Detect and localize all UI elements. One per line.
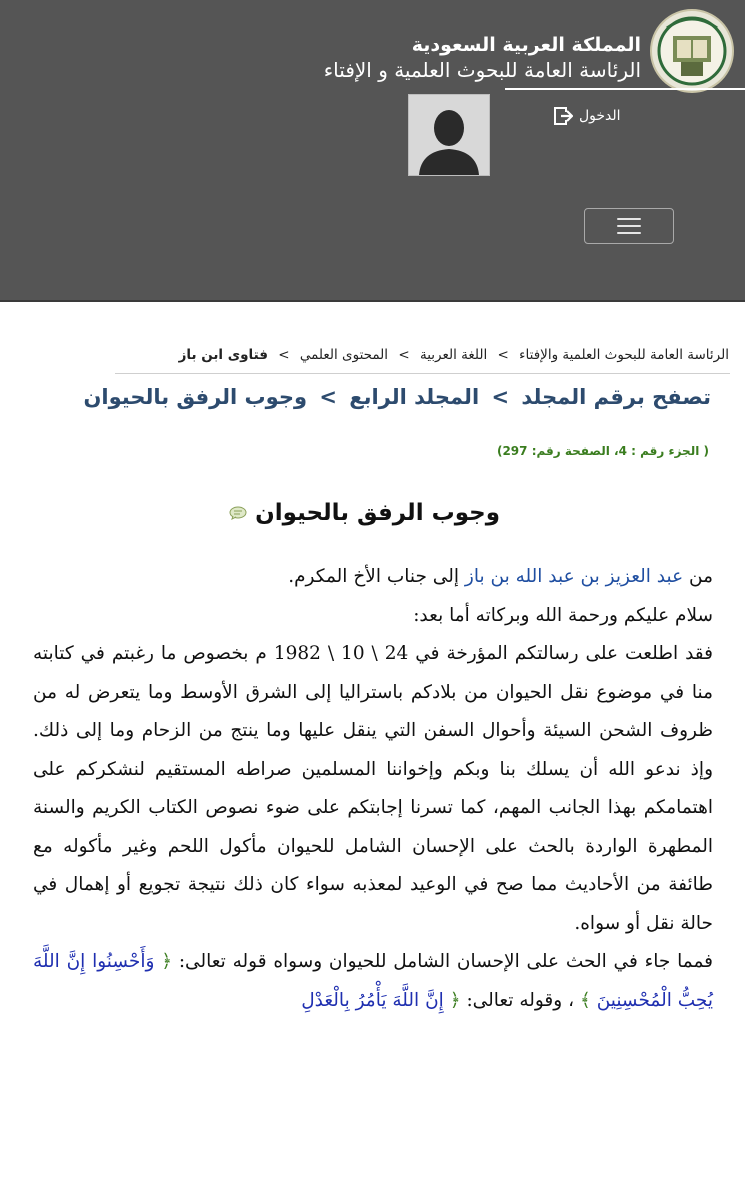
hamburger-bar-icon <box>617 218 641 220</box>
browse-path <box>83 381 711 413</box>
current-fatwa-title: وجوب الرفق بالحيوان <box>83 385 308 409</box>
login-link[interactable] <box>553 106 621 126</box>
site-header <box>0 0 745 302</box>
logo-divider <box>505 88 745 90</box>
text-recipient: إلى جناب الأخ المكرم. <box>288 566 459 587</box>
breadcrumb-separator: > <box>398 347 410 363</box>
article-body <box>33 558 713 1020</box>
quran-verse-link[interactable]: إِنَّ اللَّهَ يَأْمُرُ بِالْعَدْلِ <box>301 989 444 1011</box>
paragraph-main: فقد اطلعت على رسالتكم المؤرخة في 24 \ 10 \ 1982 م بخصوص ما رغبتم في كتابته منا في موضوع نقل الحيوان من بلادكم باستراليا إلى الشرق الأوسط وما يتعرض له من ظروف الشحن السيئة وأحوال السفن التي ينقل عليها وما ينتج من الزحام وما إلى ذلك. وإذ ندعو الله أن يسلك بنا وبكم وإخواننا المسلمين صراطه المستقيم لنشكركم على اهتمامكم بهذا الجانب المهم، كما تسرنا إجابتكم على ضوء نصوص الكتاب الكريم والسنة المطهرة الواردة بالحث على الإحسان الشامل للحيوان مأكول اللحم وغير مأكوله مع طائفة من الأحاديث مما صح في الوعيد لمعذبه سواء كان ذلك نتيجة تجويع أو إهمال في حالة نقل أو سواه. <box>33 643 713 934</box>
breadcrumb-item-content[interactable]: المحتوى العلمي <box>299 347 389 363</box>
text-from: من <box>689 566 713 587</box>
breadcrumb-separator: > <box>278 347 290 363</box>
login-icon <box>553 106 573 126</box>
user-avatar[interactable] <box>408 94 490 176</box>
article-title-text: وجوب الرفق بالحيوان <box>255 500 500 526</box>
paragraph-verses <box>33 943 713 1020</box>
breadcrumb-separator: > <box>497 347 509 363</box>
author-link[interactable]: عبد العزيز بن عبد الله بن باز <box>464 566 684 587</box>
login-label: الدخول <box>579 108 621 124</box>
article-title <box>229 500 500 526</box>
logo-emblem-icon <box>649 8 735 94</box>
org-title: المملكة العربية السعودية <box>411 34 641 56</box>
quran-bracket-open: ﴿ <box>449 989 461 1011</box>
quran-verse-link[interactable]: وَأَحْسِنُوا إِنَّ اللَّهَ يُحِبُّ الْمُحْسِنِينَ <box>33 951 713 1011</box>
paragraph-salutation: سلام عليكم ورحمة الله وبركاته أما بعد: <box>413 604 713 626</box>
breadcrumb-item-fatawa[interactable]: فتاوى ابن باز <box>178 347 268 363</box>
quran-bracket-close: ﴾ <box>579 989 591 1011</box>
hamburger-bar-icon <box>617 232 641 234</box>
browse-separator: > <box>319 385 337 409</box>
org-subtitle: الرئاسة العامة للبحوث العلمية و الإفتاء <box>323 58 641 82</box>
browse-by-volume-link[interactable]: تصفح برقم المجلد <box>521 385 711 409</box>
browse-separator: > <box>491 385 510 409</box>
text-verses-intro: فمما جاء في الحث على الإحسان الشامل للحيوان وسواه قوله تعالى: <box>178 951 713 972</box>
text-verses-mid: ، وقوله تعالى: <box>466 989 575 1011</box>
breadcrumb-item-presidency[interactable]: الرئاسة العامة للبحوث العلمية والإفتاء <box>519 347 729 363</box>
speech-bubble-icon[interactable] <box>229 506 247 520</box>
menu-toggle-button[interactable] <box>584 208 674 244</box>
breadcrumb-divider <box>115 373 730 374</box>
user-silhouette-icon <box>409 95 489 175</box>
breadcrumb-item-arabic[interactable]: اللغة العربية <box>419 347 488 363</box>
breadcrumb <box>179 345 729 365</box>
page-reference: ( الجزء رقم : 4، الصفحة رقم: 297) <box>496 444 709 458</box>
paragraph-greeting-from <box>33 558 713 597</box>
quran-bracket-open: ﴿ <box>161 951 173 972</box>
volume-four-link[interactable]: المجلد الرابع <box>349 385 480 409</box>
hamburger-bar-icon <box>617 225 641 227</box>
